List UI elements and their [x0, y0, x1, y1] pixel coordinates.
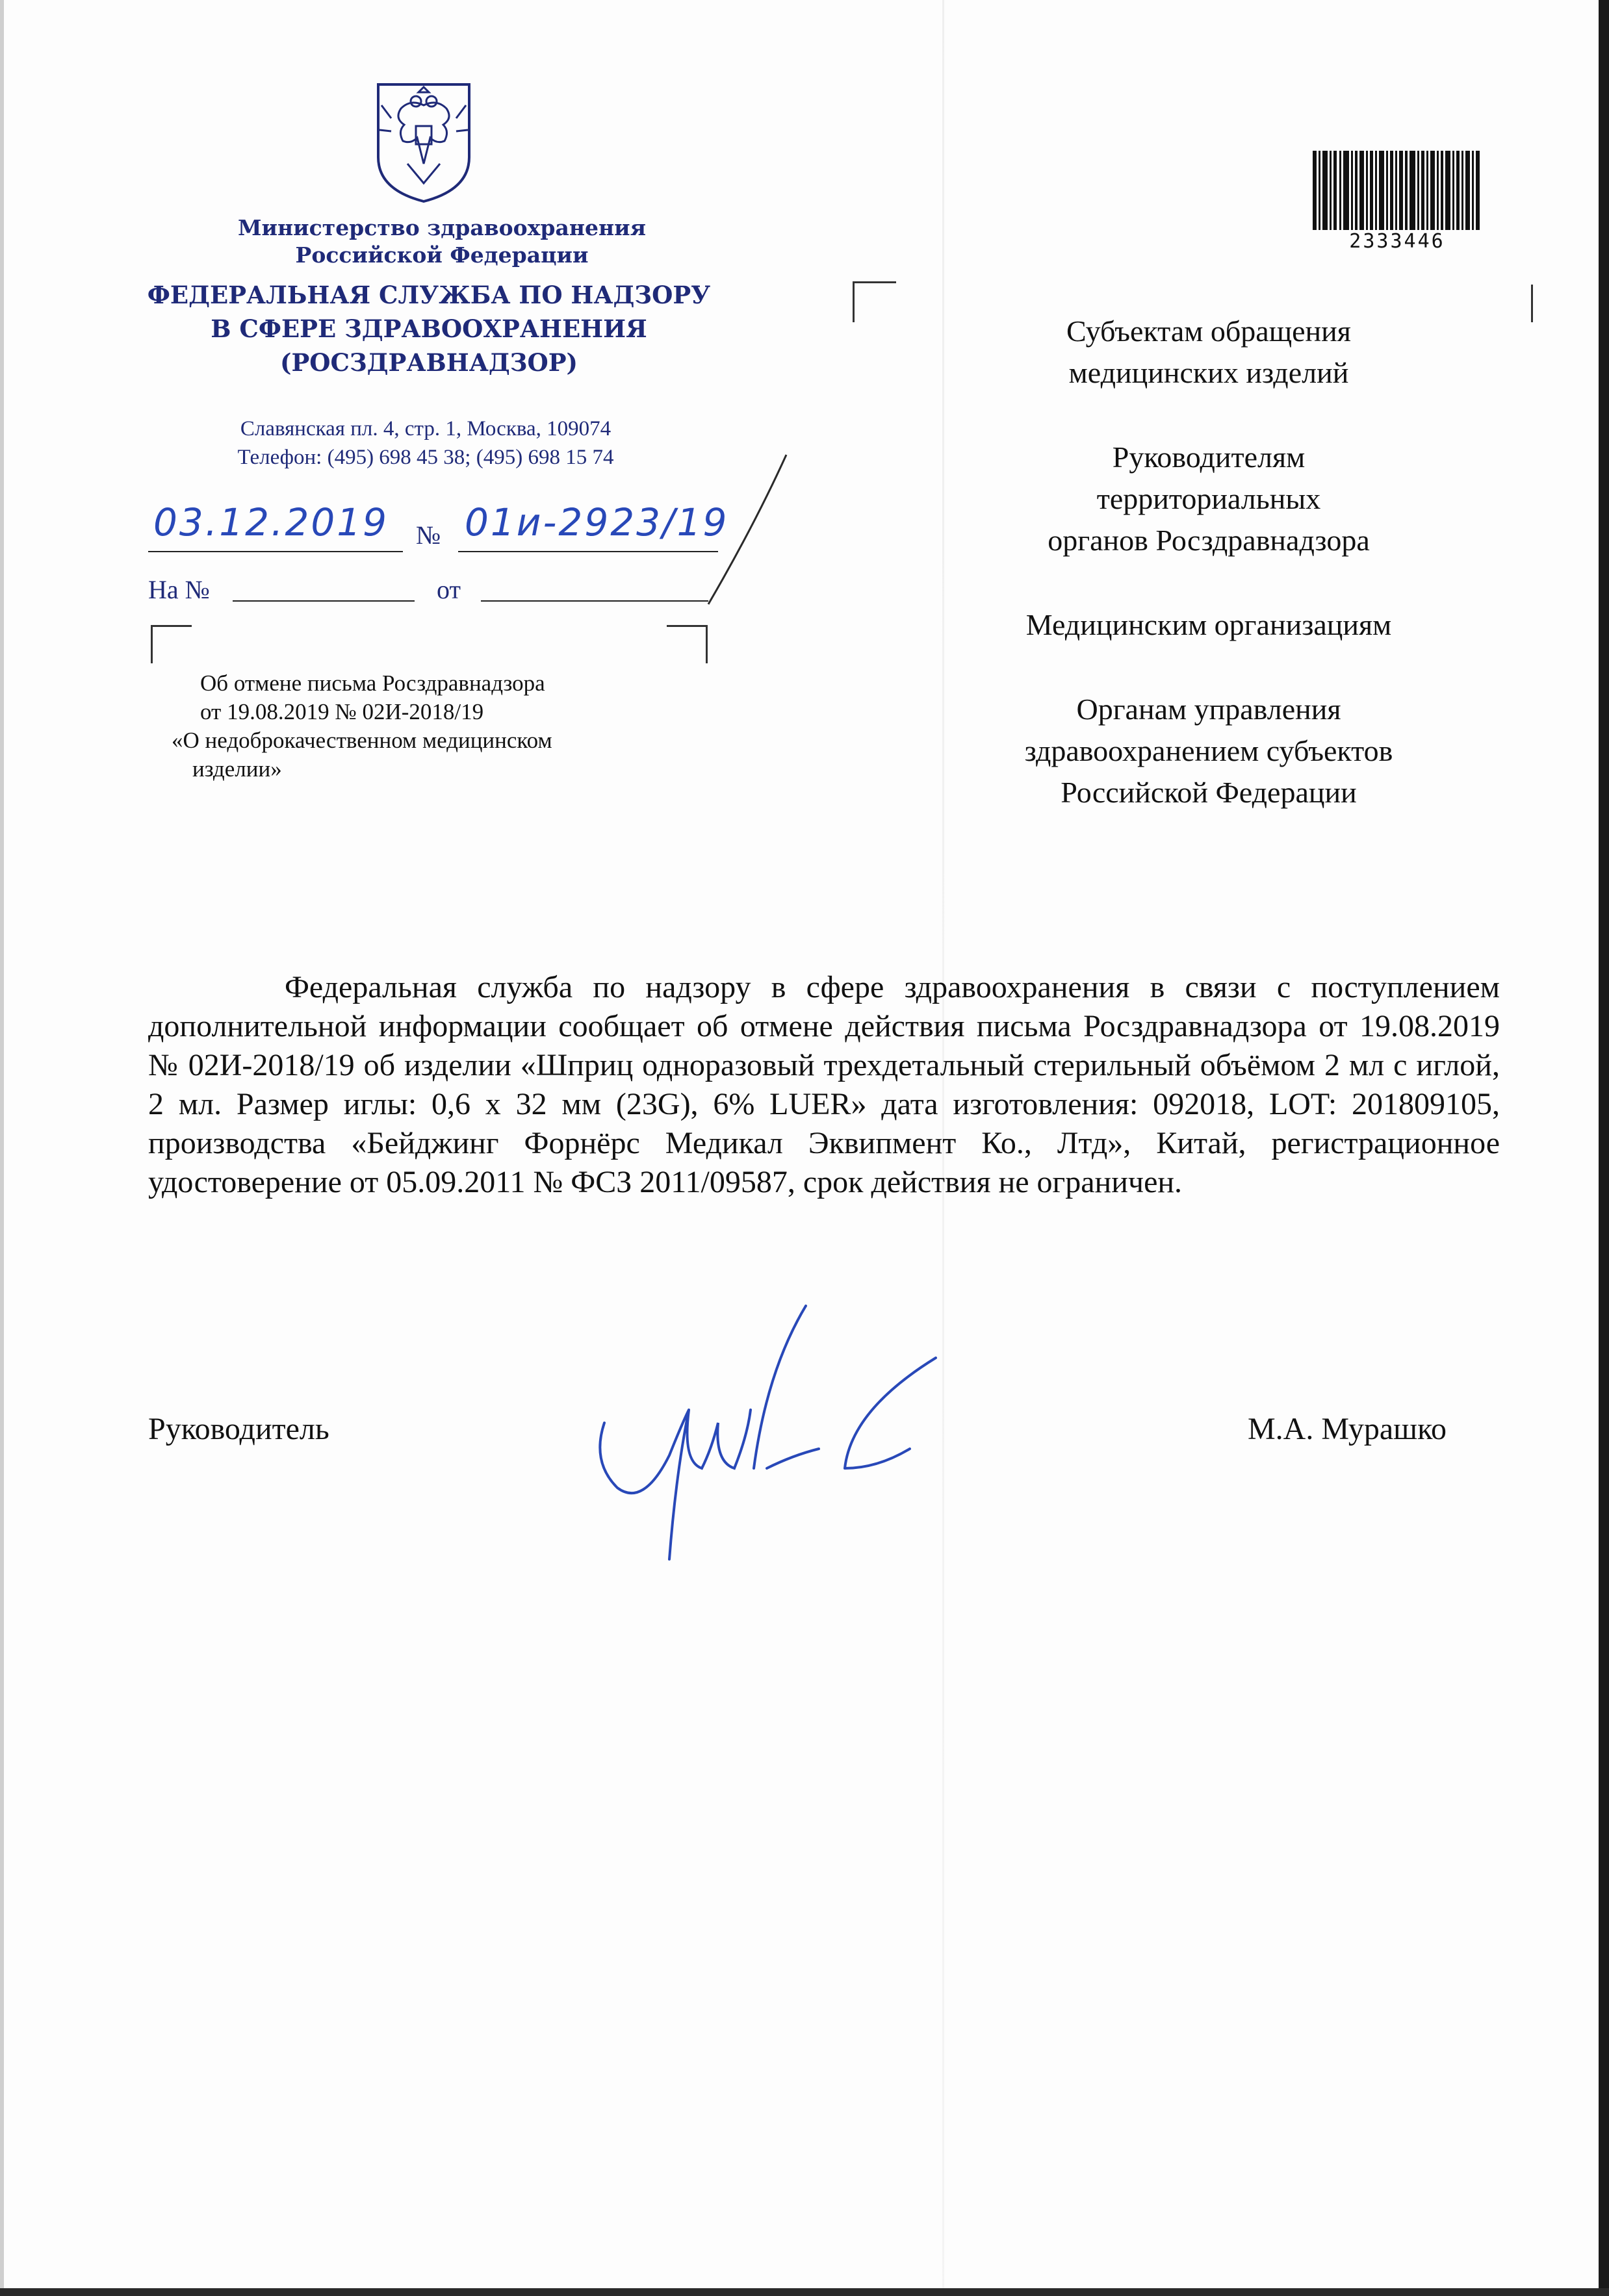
service-line-1: ФЕДЕРАЛЬНАЯ СЛУЖБА ПО НАДЗОРУ	[147, 281, 711, 309]
subject-corner-left	[151, 625, 192, 663]
registration-date: 03.12.2019	[153, 500, 389, 544]
barcode-number: 2333446	[1349, 230, 1445, 253]
recipient-line: Российской Федерации	[1061, 776, 1357, 809]
recipient-3	[910, 604, 1508, 646]
recipient-line: Медицинским организациям	[1025, 608, 1392, 641]
service-line-3: (РОСЗДРАВНАДЗОР)	[279, 348, 578, 377]
recipient-line: Субъектам обращения	[1066, 314, 1351, 348]
recipient-line: территориальных	[1096, 482, 1321, 515]
signatory-name: М.А. Мурашко	[1248, 1412, 1447, 1446]
recipient-line: медицинских изделий	[1068, 356, 1349, 389]
letter-body: Федеральная служба по надзору в сфере здравоохранения в связи с поступлением дополнительной информации сообщает об отмене действия письма Росздравнадзора от 19.08.2019 № 02И-2018/19 об изделии «Шприц одноразовый трехдетальный стерильный объёмом 2 мл с иглой, 2 мл. Размер иглы: 0,6 х 32 мм (23G), 6% LUER» дата изготовления: 092018, LOT: 201809105, производства «Бейджинг Форнёрс Медикал Эквипмент Ко., Лтд», Китай, регистрационное удостоверение от 05.09.2011 № ФСЗ 2011/09587, срок действия не ограничен.	[148, 970, 1500, 1199]
from-label: от	[437, 575, 461, 604]
ministry-line-2: Российской Федерации	[295, 242, 589, 268]
number-sign: №	[416, 520, 441, 550]
handwritten-signature	[572, 1293, 975, 1579]
ministry-line-1: Министерство здравоохранения	[238, 215, 646, 240]
scan-edge-left	[0, 0, 4, 2296]
recipient-1	[910, 311, 1508, 394]
phone-line: Телефон: (495) 698 45 38; (495) 698 15 74	[237, 446, 614, 469]
ink-slash	[702, 448, 793, 611]
reply-label: На №	[148, 575, 210, 604]
recipients-block	[910, 311, 1508, 856]
scan-edge-right	[1599, 0, 1609, 2296]
recipient-2	[910, 437, 1508, 561]
subject-line-4: изделии»	[192, 756, 282, 782]
ministry-name	[195, 214, 689, 269]
letter-subject	[156, 669, 663, 784]
coat-of-arms-icon	[372, 79, 476, 204]
signatory-role: Руководитель	[148, 1412, 329, 1446]
subject-line-3: «О недоброкачественном медицинском	[172, 728, 552, 753]
registration-number: 01и-2923/19	[465, 500, 729, 544]
service-line-2: В СФЕРЕ ЗДРАВООХРАНЕНИЯ	[211, 314, 647, 343]
subject-line-2: от 19.08.2019 № 02И-2018/19	[200, 699, 484, 724]
reply-number-underline	[233, 600, 415, 602]
recipient-line: Руководителям	[1112, 440, 1306, 474]
recipient-line: здравоохранением субъектов	[1024, 734, 1393, 767]
recipient-line: органов Росздравнадзора	[1048, 524, 1370, 557]
number-underline	[458, 551, 718, 552]
scan-edge-bottom	[0, 2288, 1609, 2296]
subject-corner-right	[667, 625, 708, 663]
service-name	[117, 278, 741, 379]
recipient-corner-left	[853, 281, 896, 322]
address-block	[162, 415, 689, 472]
address-line: Славянская пл. 4, стр. 1, Москва, 109074	[240, 417, 611, 440]
recipient-4	[910, 689, 1508, 813]
barcode	[1313, 151, 1482, 230]
subject-line-1: Об отмене письма Росздравнадзора	[200, 670, 545, 696]
from-date-underline	[481, 600, 708, 602]
recipient-line: Органам управления	[1076, 693, 1341, 726]
date-underline	[148, 551, 403, 552]
